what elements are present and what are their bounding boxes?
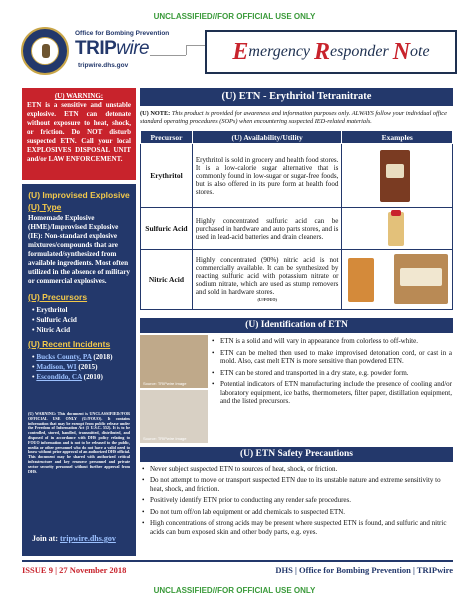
note-label: (U) NOTE: (140, 110, 171, 117)
list-item: • Positively identify ETN prior to conducting any render safe procedures. (142, 496, 452, 505)
description-text: Highly concentrated (90%) nitric acid is not commercially available. It can be synthesized by reacting sulfuric acid with potassium nitrate or sodium nitrate, which are used as stump removers and sold in hardware stores. (195, 255, 339, 296)
note-text (140, 110, 453, 125)
column-header: (U) Availability/Utility (192, 131, 342, 144)
table-row (141, 144, 453, 208)
precursor-name: Sulfuric Acid (141, 208, 193, 250)
incident-list (32, 352, 130, 382)
precursor-description: Highly concentrated sulfuric acid can be purchased in hardware and auto parts stores, and is used in lead-acid batteries and drain cleaners. (192, 208, 342, 250)
join-line (32, 534, 116, 543)
list-item: • ETN is a solid and will vary in appearance from colorless to off-white. (212, 337, 452, 346)
incident-item (32, 352, 130, 362)
list-item: • Erythritol (32, 305, 130, 315)
banner-text: esponder (330, 43, 389, 60)
photo-caption: Source: TRIPwire Image (143, 436, 187, 441)
classification-tag: (U//FOUO) (257, 296, 277, 302)
example-image-cell (342, 250, 453, 310)
list-item: • Sulfuric Acid (32, 315, 130, 325)
precursor-name: Nitric Acid (141, 250, 193, 310)
logo-trip-text: TRIP (75, 38, 117, 59)
join-label: Join at: (32, 534, 58, 543)
table-row (141, 208, 453, 250)
classification-banner-top: UNCLASSIFIED//FOR OFFICIAL USE ONLY (153, 12, 316, 21)
type-heading: (U) Type (28, 202, 62, 212)
banner-letter-r: R (314, 38, 331, 65)
table-row (141, 250, 453, 310)
incidents-heading: (U) Recent Incidents (28, 339, 111, 349)
warning-text: ETN is a sensitive and unstable explosive. ETN can detonate without exposure to heat, shock, or friction. Do NOT disturb suspected ETN. Call your local EXPLOSIVES DISPOSAL UNIT and/or LAW ENFORCEMENT. (27, 101, 131, 163)
list-item: • Potential indicators of ETN manufacturing include the presence of cooling and/or laboratory equipment, ice baths, thermometers, filter paper, distillation equipment, and the listed precursors. (212, 380, 452, 406)
banner-letter-e: E (232, 38, 249, 65)
package-label-image (386, 164, 404, 178)
box-label-image (400, 268, 442, 286)
column-header: Precursor (141, 131, 193, 144)
etn-powder-photo (140, 335, 208, 388)
emergency-responder-note-banner (205, 30, 457, 74)
bottle-cap-image (391, 210, 401, 216)
incident-link[interactable]: Bucks County, PA (36, 353, 92, 361)
type-text: Homemade Explosive (HME)/Improvised Explosive (IE): Non-standard explosive mixtures/compounds that are formulated/synthesized from available ingredients. Most often utilized in the absence of military or commercial explosives. (28, 214, 131, 285)
logo-url[interactable]: tripwire.dhs.gov (78, 62, 129, 69)
incident-item (32, 362, 130, 372)
safety-heading: (U) ETN Safety Precautions (140, 447, 453, 462)
list-item: • Do not turn off/on lab equipment or add chemicals to suspected ETN. (142, 508, 452, 517)
warning-title: (U) WARNING: (54, 92, 104, 100)
precursor-table (140, 130, 453, 310)
list-item: • High concentrations of strong acids may be present where suspected ETN is found, and sulfuric and nitric acids can burn exposed skin and other body parts, e.g. eyes. (142, 519, 452, 537)
precursor-description (192, 250, 342, 310)
sidebar-heading: (U) Improvised Explosive (28, 190, 130, 200)
banner-text: ote (410, 43, 430, 60)
example-image-cell (342, 144, 453, 208)
classification-banner-bottom: UNCLASSIFIED//FOR OFFICIAL USE ONLY (153, 586, 316, 595)
list-item: • Never subject suspected ETN to sources of heat, shock, or friction. (142, 465, 452, 474)
identification-list (212, 337, 452, 409)
incident-year: (2018) (93, 353, 113, 361)
table-header-row (141, 131, 453, 144)
photo-caption: Source: TRIPwire Image (143, 381, 187, 386)
list-item: • ETN can be stored and transported in a dry state, e.g. powder form. (212, 369, 452, 378)
warning-box (22, 88, 136, 180)
logo-wire-text: wire (116, 38, 150, 59)
footer (22, 560, 453, 575)
etn-cast-photo (140, 390, 208, 443)
list-item: • ETN can be melted then used to make improvised detonation cord, or cast in a mold. Also, cast melt ETN is more sensitive than powdered ETN. (212, 349, 452, 366)
etn-photos (140, 335, 208, 443)
safety-list (142, 465, 452, 539)
circuit-line (150, 55, 186, 56)
nitric-acid-bottle-image (348, 258, 374, 302)
identification-heading: (U) Identification of ETN (140, 318, 453, 333)
precursor-name: Erythritol (141, 144, 193, 208)
sidebar (22, 184, 136, 556)
incident-link[interactable]: Escondido, CA (36, 373, 82, 381)
sulfuric-acid-bottle-image (388, 212, 404, 246)
precursors-heading: (U) Precursors (28, 292, 88, 302)
issue-date: ISSUE 9 | 27 November 2018 (22, 565, 127, 575)
join-link[interactable]: tripwire.dhs.gov (60, 534, 116, 543)
circuit-line (186, 45, 187, 55)
incident-year: (2015) (78, 363, 98, 371)
logo-org-name: Office for Bombing Prevention (75, 30, 170, 37)
banner-text: mergency (248, 43, 311, 60)
incident-year: (2010) (83, 373, 103, 381)
incident-item (32, 372, 130, 382)
list-item: • Nitric Acid (32, 325, 130, 335)
column-header: Examples (342, 131, 453, 144)
fouo-warning-text: (U) WARNING: This document is UNCLASSIFIED//FOR OFFICIAL USE ONLY (U//FOUO). It contains information that may be exempt from public release under the Freedom of Information Act (5 U.S.C. 552). It is to be controlled, stored, handled, transmitted, distributed, and disposed of in accordance with DHS policy relating to FOUO information and is not to be released to the public, media or other personnel who do not have a valid need to know without prior approval of an authorized DHS official. This document may be shared with authorized critical infrastructure and key resource personnel and private sector security personnel without further approval from DHS. (28, 411, 130, 474)
list-item: • Do not attempt to move or transport suspected ETN due to its unstable nature and extreme sensitivity to heat, shock, and friction. (142, 476, 452, 494)
dhs-seal-icon (21, 27, 69, 75)
tripwire-logo[interactable] (75, 38, 149, 60)
note-body: This product is provided for awareness and information purposes only. ALWAYS follow your individual office standard operating procedures (SOPs) when encountering suspected IED-related materials. (140, 110, 447, 125)
incident-link[interactable]: Madison, WI (36, 363, 77, 371)
precursor-description: Erythritol is sold in grocery and health food stores. It is a low-calorie sugar alternative that is commonly found in low-sugar or sugar-free foods, but is also offered in its pure form at health food stores. (192, 144, 342, 208)
banner-letter-n: N (392, 38, 411, 65)
precursor-list (32, 305, 130, 335)
page-title: (U) ETN - Erythritol Tetranitrate (140, 88, 453, 106)
footer-org: DHS | Office for Bombing Prevention | TRIPwire (275, 565, 453, 575)
example-image-cell (342, 208, 453, 250)
